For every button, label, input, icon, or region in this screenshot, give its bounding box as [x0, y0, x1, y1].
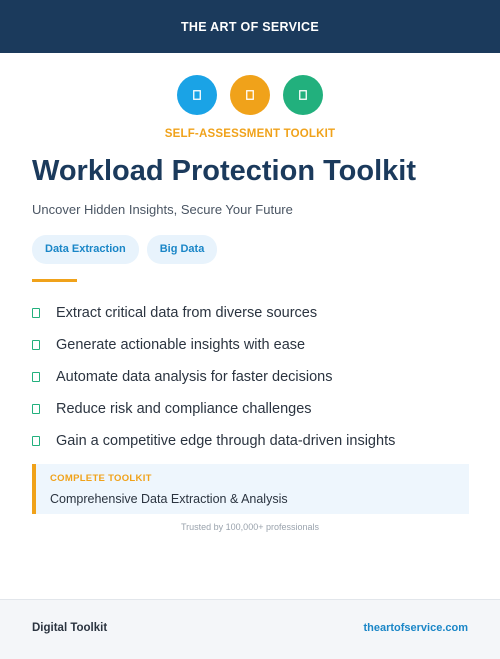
trust-note: Trusted by 100,000+ professionals: [180, 522, 319, 532]
footer: [0, 599, 500, 659]
feature-text: Extract critical data from diverse sources: [56, 305, 318, 321]
icon-row: [0, 75, 500, 115]
top-banner: [0, 0, 500, 53]
footer-label: Digital Toolkit: [32, 622, 108, 634]
list-item: [32, 425, 395, 457]
checkbox-icon: [32, 372, 40, 382]
checkbox-icon: [32, 308, 40, 318]
list-item: [32, 297, 395, 329]
feature-text: Reduce risk and compliance challenges: [56, 401, 312, 417]
callout-text: Comprehensive Data Extraction & Analysis: [50, 492, 288, 506]
list-item: [32, 393, 395, 425]
checkbox-icon: [32, 404, 40, 414]
toolkit-kicker: SELF-ASSESSMENT TOOLKIT: [164, 128, 336, 140]
checkbox-icon: [32, 340, 40, 350]
document-icon: [177, 75, 217, 115]
callout-label: COMPLETE TOOLKIT: [50, 473, 152, 484]
tag-big-data[interactable]: Big Data: [147, 235, 218, 264]
feature-text: Gain a competitive edge through data-driven insights: [56, 433, 396, 449]
feature-text: Automate data analysis for faster decisions: [56, 369, 333, 385]
complete-toolkit-callout: [32, 464, 469, 514]
page-subtitle: Uncover Hidden Insights, Secure Your Future: [32, 202, 293, 217]
website-link[interactable]: theartofservice.com: [363, 622, 468, 634]
tag-list: [32, 235, 217, 264]
list-item: [32, 329, 395, 361]
document-icon: [230, 75, 270, 115]
feature-list: [32, 297, 395, 457]
accent-divider: [32, 279, 77, 282]
tag-data-extraction[interactable]: Data Extraction: [32, 235, 139, 264]
checkbox-icon: [32, 436, 40, 446]
feature-text: Generate actionable insights with ease: [56, 337, 306, 353]
list-item: [32, 361, 395, 393]
page-title: Workload Protection Toolkit: [32, 155, 416, 187]
document-icon: [283, 75, 323, 115]
brand-name: THE ART OF SERVICE: [180, 19, 320, 34]
